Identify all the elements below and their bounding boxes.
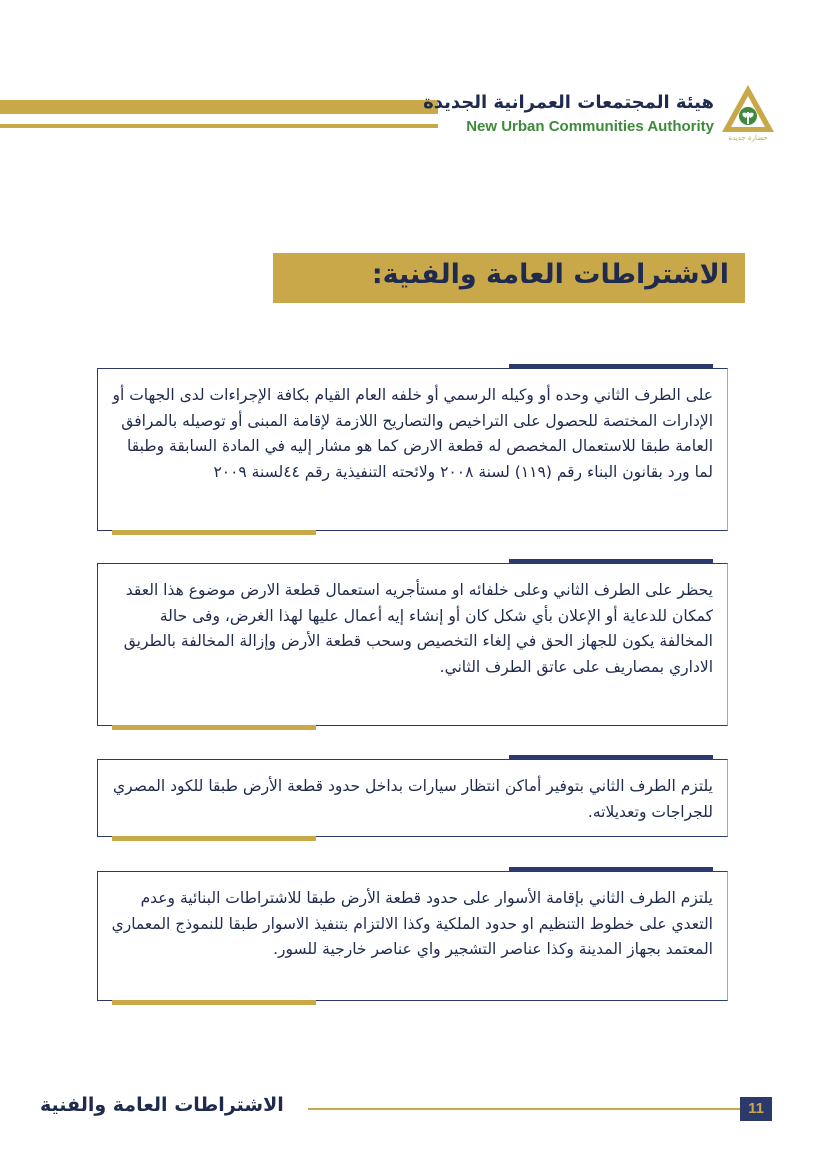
clause-accent-bottom: [112, 725, 316, 730]
clause-accent-top: [509, 867, 713, 872]
page-number: 11: [740, 1097, 772, 1121]
logo-caption: حضارة جديدة: [728, 134, 768, 142]
clause-accent-top: [509, 755, 713, 760]
footer-rule: [308, 1108, 742, 1110]
clause-text-2: يحظر على الطرف الثاني وعلى خلفائه او مستأجريه استعمال قطعة الارض موضوع هذا العقد كمكان للدعاية أو الإعلان بأي شكل كان أو إنشاء إيه أعمال عليها لهذا الغرض، وفى حالة المخالفة يكون للجهاز الحق في إلغاء التخصيص وسحب قطعة الأرض وإزالة المخالفة بالطريق الاداري بمصاريف على عاتق الطرف الثاني.: [123, 581, 713, 676]
title-banner: [273, 253, 745, 303]
clause-text-1: على الطرف الثاني وحده أو وكيله الرسمي أو خلفه العام القيام بكافة الإجراءات لدى الجهات أو الإدارات المختصة للحصول على التراخيص والتصاريح اللازمة لإقامة المبنى أو توصيله بالمرافق العامة طبقا للاستعمال المخصص له قطعة الارض كما هو مشار إليه في المادة السابقة وطبقا لما ورد بقانون البناء رقم (١١٩) لسنة ٢٠٠٨ ولائحته التنفيذية رقم ٤٤لسنة ٢٠٠٩: [112, 386, 713, 481]
clause-accent-top: [509, 559, 713, 564]
clause-text-4: يلتزم الطرف الثاني بإقامة الأسوار على حدود قطعة الأرض طبقا للاشتراطات البنائية وعدم التعدي على خطوط التنظيم او حدود الملكية وكذا الالتزام بتنفيذ الاسوار طبقا للنموذج المعماري المعتمد بجهاز المدينة وكذا عناصر التشجير واي عناصر خارجية للسور.: [111, 889, 713, 958]
clause-accent-top: [509, 364, 713, 369]
clause-box-3: [97, 759, 728, 837]
org-name-english: New Urban Communities Authority: [466, 118, 714, 135]
nuca-logo: [718, 82, 778, 142]
clause-accent-bottom: [112, 1000, 316, 1005]
page-title: الاشتراطات العامة والفنية:: [371, 259, 729, 290]
clause-accent-bottom: [112, 530, 316, 535]
clause-box-4: [97, 871, 728, 1001]
header-stripe: [0, 100, 438, 114]
header-stripe-thin: [0, 124, 438, 128]
clause-box-1: [97, 368, 728, 531]
clause-text-3: يلتزم الطرف الثاني بتوفير أماكن انتظار سيارات بداخل حدود قطعة الأرض طبقا للكود المصري للجراجات وتعديلاته.: [113, 777, 713, 821]
org-name-arabic: هيئة المجتمعات العمرانية الجديدة: [423, 92, 714, 113]
footer-title: الاشتراطات العامة والفنية: [40, 1094, 284, 1116]
clause-box-2: [97, 563, 728, 726]
clause-accent-bottom: [112, 836, 316, 841]
